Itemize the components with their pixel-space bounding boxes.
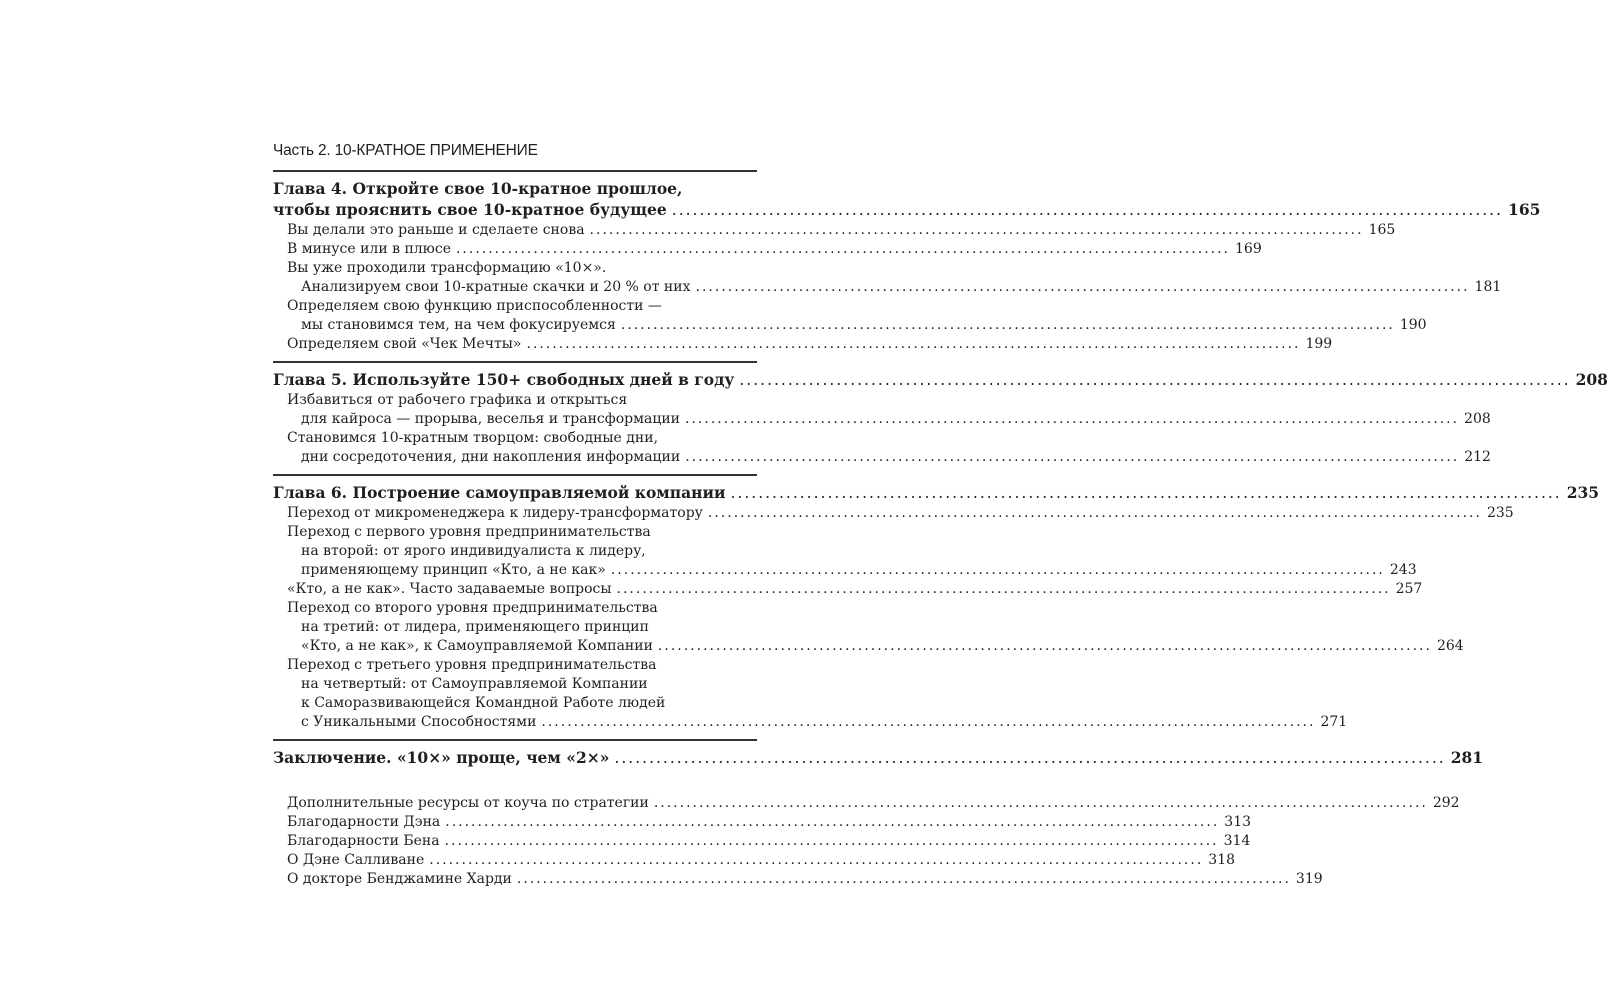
chapter-heading — [273, 747, 1484, 769]
page-number: 165 — [1508, 200, 1541, 219]
toc-line — [273, 542, 757, 561]
page-number: 199 — [1305, 336, 1333, 352]
entry-title: Глава 4. Откройте свое 10-кратное прошлое, — [273, 179, 683, 198]
toc-line — [273, 599, 757, 618]
chapter-block — [273, 482, 1600, 732]
entry-title: к Саморазвивающейся Командной Работе людей — [301, 695, 666, 711]
page-number: 319 — [1295, 871, 1323, 887]
page-number: 314 — [1223, 833, 1251, 849]
leader-dots — [456, 240, 1230, 259]
entry-title: Глава 6. Построение самоуправляемой компании — [273, 483, 726, 502]
toc-line — [273, 240, 1262, 259]
entry-title: Определяем свою функцию приспособленности — — [287, 298, 662, 314]
leader-dots — [685, 410, 1459, 429]
toc-line — [273, 870, 1323, 889]
leader-dots — [658, 637, 1432, 656]
chapter-heading — [273, 482, 1600, 504]
toc-line — [273, 297, 757, 316]
leader-dots — [429, 851, 1203, 870]
toc-list — [273, 170, 1608, 889]
backmatter-block — [273, 794, 1460, 889]
entry-title: Заключение. «10×» проще, чем «2×» — [273, 748, 610, 767]
toc-entry — [273, 794, 1460, 813]
page-number: 235 — [1566, 483, 1600, 502]
toc-line — [273, 221, 1396, 240]
toc-entry — [273, 832, 1251, 851]
toc-line — [273, 523, 757, 542]
leader-dots — [672, 200, 1503, 221]
page-number: 181 — [1474, 279, 1502, 295]
leader-dots — [526, 335, 1300, 354]
entry-title: «Кто, а не как». Часто задаваемые вопросы — [287, 581, 612, 597]
toc-entry — [273, 523, 1417, 580]
leader-dots — [517, 870, 1291, 889]
leader-dots — [445, 813, 1219, 832]
page-number: 165 — [1368, 222, 1396, 238]
entry-title: О докторе Бенджамине Харди — [287, 871, 512, 887]
toc-line — [273, 561, 1417, 580]
page-number: 281 — [1450, 748, 1484, 767]
toc-line — [273, 335, 1333, 354]
toc-line — [273, 637, 1464, 656]
entry-title: Переход от микроменеджера к лидеру-трансформатору — [287, 505, 703, 521]
toc-line — [273, 429, 757, 448]
entry-title: Анализируем свои 10-кратные скачки и 20 % от них — [301, 279, 691, 295]
entry-title: Дополнительные ресурсы от коуча по стратегии — [287, 795, 649, 811]
toc-line — [273, 618, 757, 637]
toc-line — [273, 410, 1491, 429]
leader-dots — [541, 713, 1315, 732]
toc-line — [273, 504, 1514, 523]
spacer — [273, 776, 757, 794]
page-number: 264 — [1436, 638, 1464, 654]
toc-entry — [273, 297, 1427, 335]
toc-line — [273, 794, 1460, 813]
entry-title: Вы делали это раньше и сделаете снова — [287, 222, 585, 238]
toc-line — [273, 813, 1252, 832]
entry-title: чтобы прояснить свое 10-кратное будущее — [273, 200, 667, 219]
part-title: Часть 2. 10-КРАТНОЕ ПРИМЕНЕНИЕ — [273, 142, 538, 159]
chapter-block — [273, 747, 1484, 769]
divider-line — [273, 170, 757, 172]
page-number: 208 — [1464, 411, 1491, 427]
entry-title: О Дэне Салливане — [287, 852, 425, 868]
leader-dots — [708, 504, 1482, 523]
entry-title: применяющему принцип «Кто, а не как» — [301, 562, 606, 578]
leader-dots — [696, 278, 1470, 297]
entry-title: с Уникальными Способностями — [301, 714, 537, 730]
toc-line — [273, 675, 757, 694]
chapter-heading — [273, 178, 1541, 221]
page-number: 271 — [1320, 714, 1348, 730]
leader-dots — [445, 832, 1219, 851]
chapter-block — [273, 178, 1541, 354]
entry-title: для кайроса — прорыва, веселья и трансформации — [301, 411, 681, 427]
toc-page — [273, 140, 1608, 896]
entry-title: на четвертый: от Самоуправляемой Компании — [301, 676, 648, 692]
leader-dots — [617, 580, 1391, 599]
toc-entry — [273, 656, 1348, 732]
entry-title: Становимся 10-кратным творцом: свободные дни, — [287, 430, 659, 446]
divider-line — [273, 361, 757, 363]
leader-dots — [739, 370, 1570, 391]
chapter-block — [273, 369, 1608, 467]
entry-title: Благодарности Бена — [287, 833, 440, 849]
toc-entry — [273, 429, 1491, 467]
toc-entry — [273, 870, 1323, 889]
page-number: 190 — [1399, 317, 1427, 333]
entry-title: Переход со второго уровня предпринимательства — [287, 600, 658, 616]
page-number: 313 — [1224, 814, 1252, 830]
divider-line — [273, 474, 757, 476]
entry-title: на второй: от ярого индивидуалиста к лидеру, — [301, 543, 646, 559]
toc-line — [273, 448, 1491, 467]
divider-line — [273, 739, 757, 741]
toc-entry — [273, 335, 1333, 354]
toc-entry — [273, 851, 1236, 870]
page-number: 318 — [1208, 852, 1236, 868]
toc-line — [273, 747, 1484, 769]
toc-line — [273, 580, 1423, 599]
leader-dots — [621, 316, 1395, 335]
toc-line — [273, 178, 757, 199]
entry-title: Вы уже проходили трансформацию «10×». — [287, 260, 607, 276]
entry-title: мы становимся тем, на чем фокусируемся — [301, 317, 616, 333]
entry-title: «Кто, а не как», к Самоуправляемой Компании — [301, 638, 653, 654]
page-number: 257 — [1395, 581, 1423, 597]
toc-line — [273, 278, 1502, 297]
toc-line — [273, 316, 1427, 335]
page-number: 243 — [1389, 562, 1417, 578]
leader-dots — [590, 221, 1364, 240]
entry-title: Переход с третьего уровня предпринимательства — [287, 657, 657, 673]
chapter-heading — [273, 369, 1608, 391]
entry-title: В минусе или в плюсе — [287, 241, 451, 257]
leader-dots — [730, 483, 1561, 504]
toc-entry — [273, 599, 1464, 656]
page-number: 208 — [1575, 370, 1608, 389]
leader-dots — [614, 748, 1445, 769]
toc-line — [273, 199, 1541, 221]
toc-entry — [273, 240, 1262, 259]
entry-title: Благодарности Дэна — [287, 814, 441, 830]
toc-line — [273, 832, 1251, 851]
toc-line — [273, 482, 1600, 504]
toc-line — [273, 851, 1236, 870]
toc-entry — [273, 221, 1396, 240]
toc-entry — [273, 259, 1502, 297]
toc-line — [273, 656, 757, 675]
toc-entry — [273, 813, 1252, 832]
page-number: 169 — [1235, 241, 1262, 257]
page-number: 292 — [1432, 795, 1460, 811]
toc-entry — [273, 580, 1423, 599]
entry-title: на третий: от лидера, применяющего принцип — [301, 619, 649, 635]
page-number: 235 — [1486, 505, 1514, 521]
entry-title: Глава 5. Используйте 150+ свободных дней в году — [273, 370, 735, 389]
toc-line — [273, 369, 1608, 391]
toc-line — [273, 713, 1348, 732]
page-number: 212 — [1464, 449, 1491, 465]
leader-dots — [611, 561, 1385, 580]
leader-dots — [685, 448, 1459, 467]
entry-title: Избавиться от рабочего графика и открыться — [287, 392, 628, 408]
toc-entry — [273, 391, 1491, 429]
toc-line — [273, 694, 757, 713]
toc-line — [273, 391, 757, 410]
leader-dots — [654, 794, 1428, 813]
entry-title: дни сосредоточения, дни накопления информации — [301, 449, 681, 465]
entry-title: Определяем свой «Чек Мечты» — [287, 336, 522, 352]
toc-entry — [273, 504, 1514, 523]
entry-title: Переход с первого уровня предпринимательства — [287, 524, 651, 540]
toc-line — [273, 259, 757, 278]
